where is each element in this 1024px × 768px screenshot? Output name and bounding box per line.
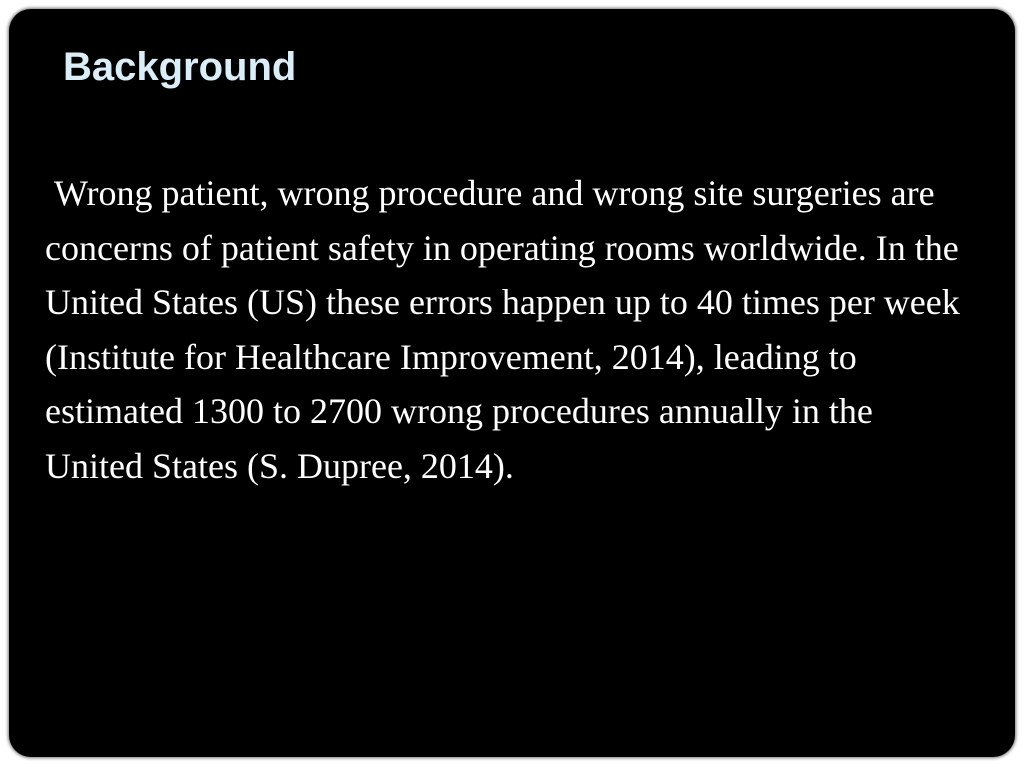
slide-body-text: Wrong patient, wrong procedure and wrong site surgeries are concerns of patient safety in operating rooms worldwide. In the United States (US) these errors happen up to 40 times per week (Institute for Healthcare Improvement, 2014), leading to estimated 1300 to 2700 wrong procedures annually in the United States (S. Dupree, 2014). <box>45 173 960 486</box>
slide-frame <box>9 9 1015 757</box>
slide-title: Background <box>63 45 297 89</box>
